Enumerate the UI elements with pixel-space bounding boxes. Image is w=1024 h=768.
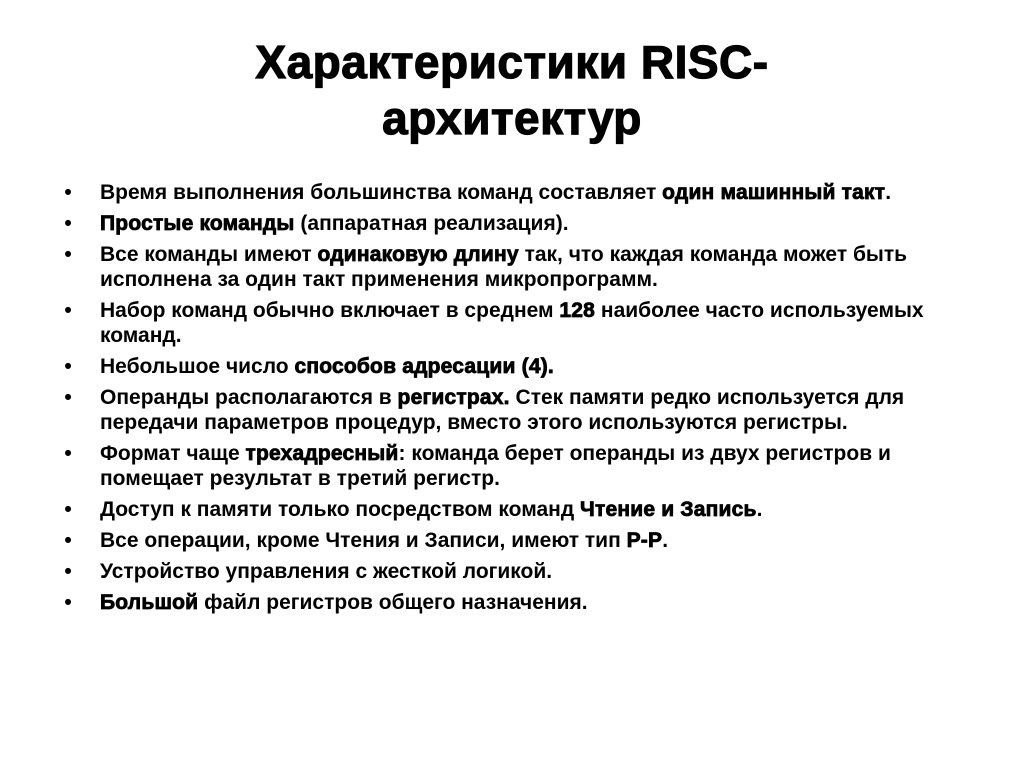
list-item-text [100,591,588,614]
list-item [58,242,978,292]
plain-text: Набор команд обычно включает в среднем [100,299,560,322]
plain-text: Операнды располагаются в [100,386,398,409]
bullet-icon: • [64,442,72,465]
list-item [58,354,978,379]
bullet-list [58,180,978,621]
plain-text: . [662,529,669,552]
list-item [58,559,978,584]
list-item-text [100,498,762,521]
plain-text: Доступ к памяти только посредством команд [100,498,580,521]
emphasized-text: 128 [559,299,596,322]
emphasized-text: трехадресный [245,442,399,465]
list-item [58,385,978,435]
plain-text: Устройство управления с жесткой логикой. [100,560,553,583]
bullet-icon: • [64,181,72,204]
bullet-icon: • [64,355,72,378]
bullet-icon: • [64,529,72,552]
list-item-text [100,181,891,204]
bullet-icon: • [64,299,72,322]
plain-text: так, что каждая команда может быть исполнена за один такт применения микропрограмм. [100,243,908,291]
list-item-text [100,243,907,291]
emphasized-text: один машинный такт [662,181,886,204]
emphasized-text: способов адресации (4). [294,355,554,378]
emphasized-text: регистрах. [397,386,510,409]
plain-text: . [885,181,892,204]
plain-text: Стек памяти редко используется для передачи параметров процедур, вместо этого используются регистры. [100,386,905,434]
bullet-icon: • [64,243,72,266]
bullet-icon: • [64,560,72,583]
list-item-text [100,355,554,378]
list-item-text [100,386,904,434]
list-item [58,180,978,205]
plain-text: наиболее часто используемых команд. [100,299,924,347]
title-line-2: архитектур [382,92,642,144]
list-item-text [100,212,569,235]
bullet-icon: • [64,591,72,614]
list-item-text [100,560,552,583]
emphasized-text: Чтение и Запись [580,498,757,521]
plain-text: : команда берет операнды из двух регистров и помещает результат в третий регистр. [100,442,891,490]
plain-text: (аппаратная реализация). [294,212,569,235]
bullet-icon: • [64,386,72,409]
list-item-text [100,299,924,347]
plain-text: файл регистров общего назначения. [198,591,588,614]
list-item [58,441,978,491]
plain-text: Небольшое число [100,355,295,378]
list-item-text [100,529,668,552]
plain-text: Все команды имеют [100,243,318,266]
emphasized-text: Большой [100,591,199,614]
title-line-1: Характеристики RISC- [255,36,769,88]
list-item [58,497,978,522]
emphasized-text: Р-Р [626,529,663,552]
plain-text: Формат чаще [100,442,246,465]
bullet-icon: • [64,498,72,521]
list-item [58,528,978,553]
emphasized-text: одинаковую длину [317,243,519,266]
list-item-text [100,442,891,490]
bullet-icon: • [64,212,72,235]
list-item [58,298,978,348]
plain-text: Все операции, кроме Чтения и Записи, имеют тип [100,529,627,552]
emphasized-text: Простые команды [100,212,295,235]
list-item [58,590,978,615]
slide-title [60,34,964,146]
plain-text: Время выполнения большинства команд составляет [100,181,663,204]
list-item [58,211,978,236]
plain-text: . [756,498,763,521]
